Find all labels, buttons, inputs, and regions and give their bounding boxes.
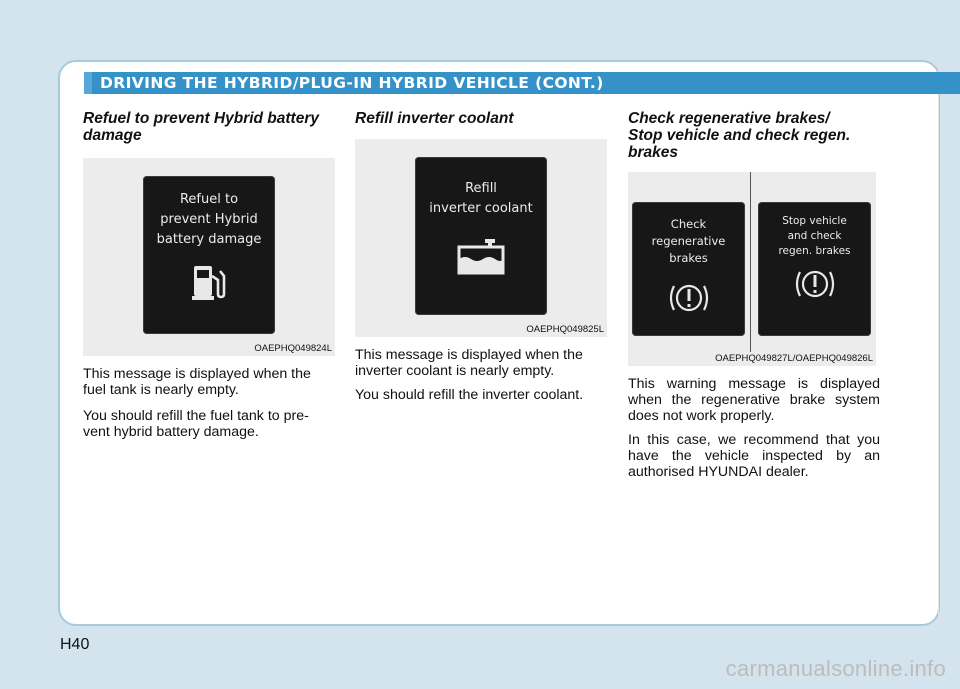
brake-warning-icon (667, 280, 711, 316)
fuel-pump-icon (191, 262, 227, 302)
section-title: Check regenerative brakes/ Stop vehicle and check regen. brakes (628, 110, 851, 161)
cluster-screen (415, 157, 547, 315)
figure-divider (750, 172, 751, 352)
screen-message: Stop vehicle and check regen. brakes (778, 215, 851, 257)
figure-caption: OAEPHQ049827L/OAEPHQ049826L (715, 353, 873, 364)
screen-message: Refuel to prevent Hybrid battery damage (156, 192, 262, 247)
paragraph: This message is displayed when the fuel tank is nearly empty. (83, 366, 311, 398)
section-regen-brakes (628, 110, 880, 480)
right-rule (938, 60, 939, 626)
screen-message: Refill inverter coolant (429, 181, 533, 216)
page-number: H40 (60, 636, 90, 653)
section-refuel (83, 110, 335, 440)
section-coolant (355, 110, 607, 403)
coolant-reservoir-icon (455, 239, 507, 275)
paragraph: You should refill the fuel tank to pre-vent hybrid battery damage. (83, 408, 309, 440)
paragraph: This message is displayed when the inverter coolant is nearly empty. (355, 347, 583, 379)
figure-caption: OAEPHQ049825L (526, 324, 604, 335)
paragraph: In this case, we recommend that you have the vehicle inspected by an authorised HYUNDAI dealer. (628, 432, 880, 480)
paragraph: This warning message is displayed when the regenerative brake system does not work properly. (628, 376, 880, 424)
brake-warning-icon (793, 266, 837, 302)
figure-regen-brakes (628, 172, 876, 366)
figure-coolant (355, 139, 607, 337)
header-title: DRIVING THE HYBRID/PLUG-IN HYBRID VEHICLE (CONT.) (100, 74, 604, 92)
cluster-screen-right (758, 202, 871, 336)
cluster-screen (143, 176, 275, 334)
screen-message: Check regenerative brakes (651, 217, 726, 265)
header-accent (84, 72, 92, 94)
section-title: Refill inverter coolant (355, 110, 514, 127)
cluster-screen-left (632, 202, 745, 336)
watermark: carmanualsonline.info (725, 656, 946, 681)
figure-refuel (83, 158, 335, 356)
figure-caption: OAEPHQ049824L (254, 343, 332, 354)
section-title: Refuel to prevent Hybrid battery damage (83, 110, 319, 144)
paragraph: You should refill the inverter coolant. (355, 387, 584, 403)
